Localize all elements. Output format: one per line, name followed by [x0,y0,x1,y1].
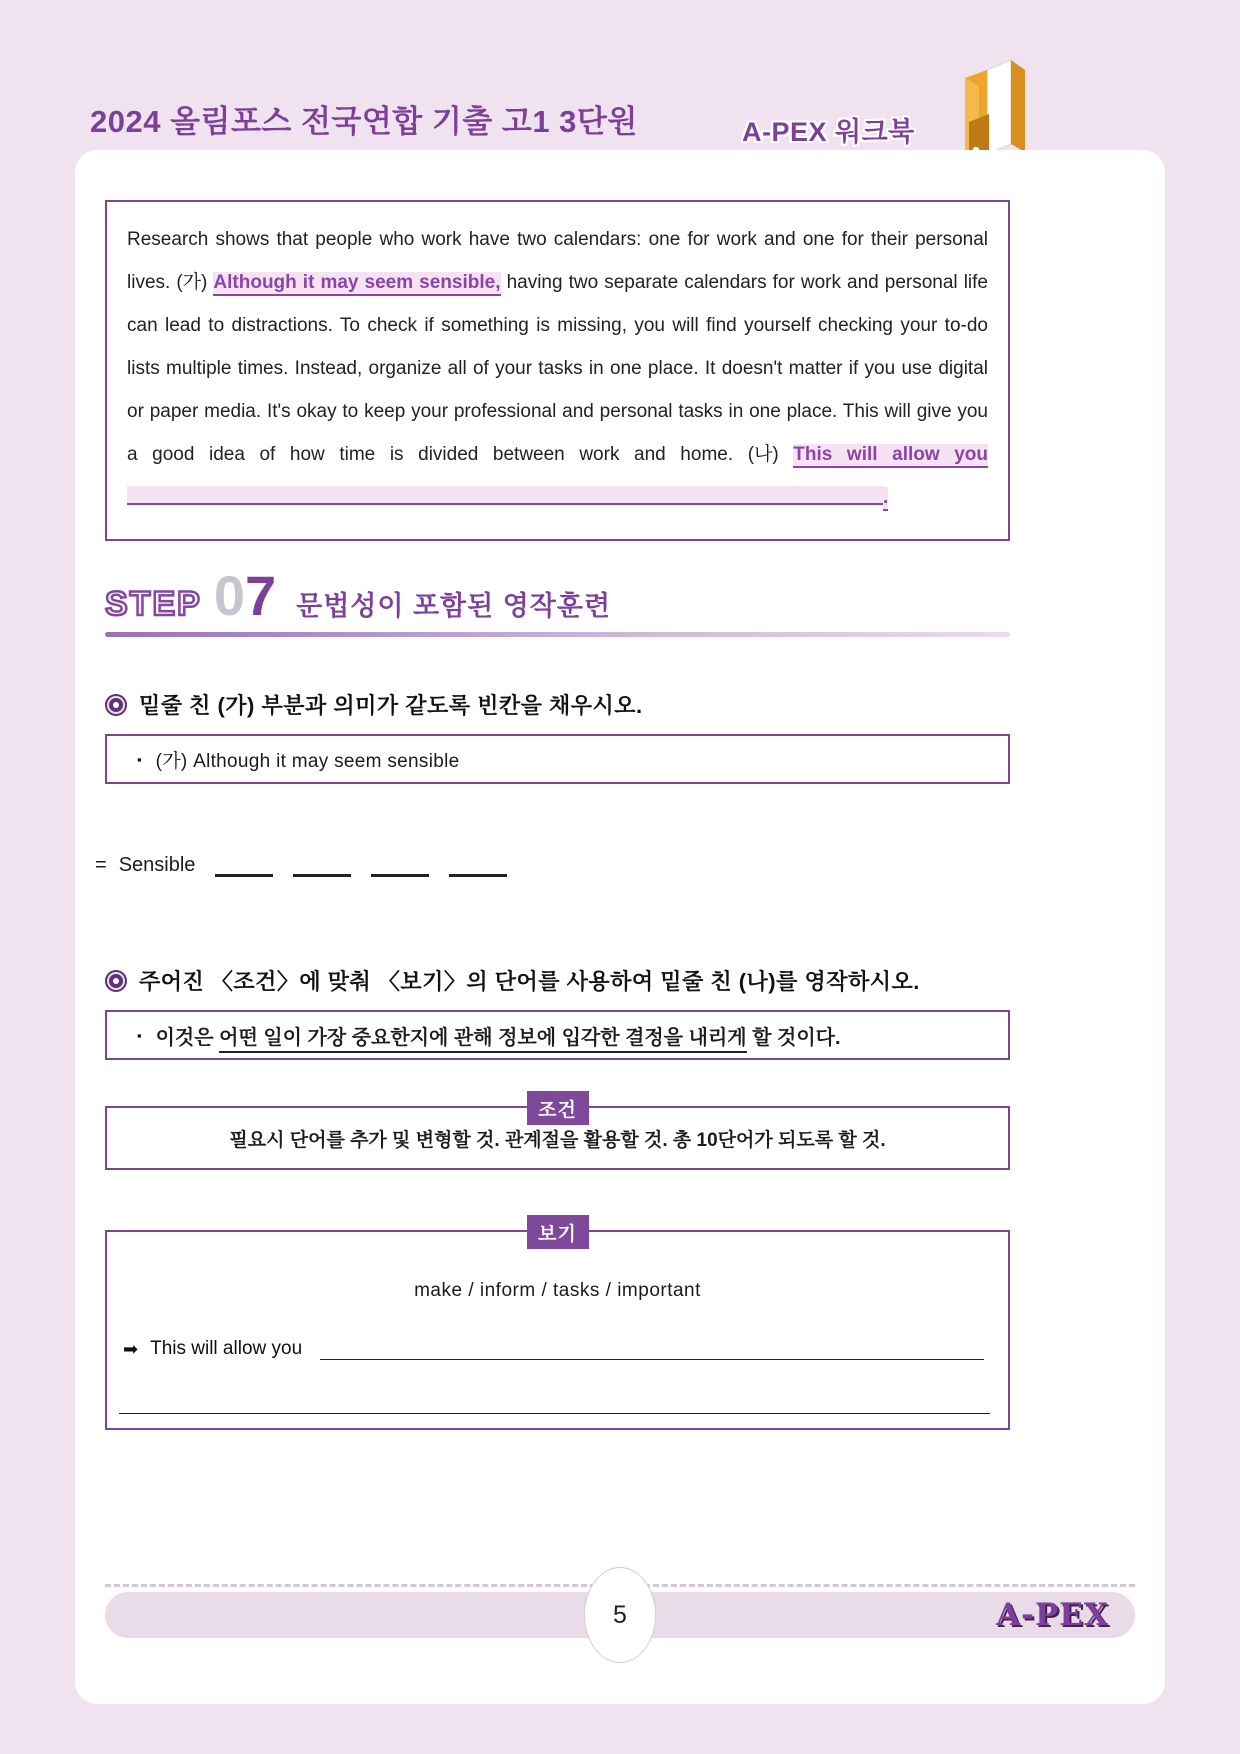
step-number-zero: 0 [213,564,245,627]
page-header [0,0,1240,150]
answer-blank-2 [293,861,351,877]
answer-blank-3 [371,861,429,877]
step-title: 문법성이 포함된 영작훈련 [296,591,612,621]
korean-underlined-part: 어떤 일이 가장 중요한지에 관해 정보에 입각한 결정을 내리게 [219,1027,746,1053]
square-bullet: ▪ [137,751,142,767]
worksheet-card [75,150,1165,1704]
step-heading [105,563,1010,628]
question2-answer-line [123,1338,984,1360]
equals-sign: = [95,854,107,876]
page-number: 5 [613,1600,627,1629]
page-number-badge [584,1567,656,1663]
apex-logo: A-PEX [996,1597,1109,1633]
wordbank-words: make / inform / tasks / important [414,1280,701,1301]
question1-source-text: (가) Although it may seem sensible [155,750,460,772]
passage-highlight-na: This will allow you [793,444,988,468]
wordbank-box [105,1223,1010,1430]
question-bullet-icon [105,970,127,992]
question2-korean-sentence [156,1021,841,1050]
answer-blank-long [320,1342,984,1360]
question1-prompt [105,689,1010,720]
answer-blank-4 [449,861,507,877]
square-bullet: ▪ [137,1027,142,1043]
question2-text: 주어진 〈조건〉에 맞춰 〈보기〉의 단어를 사용하여 밑줄 친 (나)를 영작하시오. [139,969,920,994]
footer-bar [105,1592,1135,1638]
answer-lead-word: Sensible [118,854,196,876]
arrow-icon: ➡ [123,1339,139,1359]
answer-blank-1 [215,861,273,877]
question1-source-box [105,734,1010,784]
question1-answer-line [95,854,1010,877]
worksheet-content [75,150,1010,1430]
step-number-seven: 7 [244,564,277,627]
question-bullet-icon [105,694,127,716]
korean-suffix: 할 것이다. [746,1026,841,1049]
passage-period: . [883,487,888,511]
wordbank-label-badge: 보기 [527,1215,589,1249]
answer-lead-phrase: This will allow you [150,1338,303,1359]
passage-highlight-ga: Although it may seem sensible, [213,272,500,296]
answer-blank-second-line [119,1413,990,1414]
step-underline-rule [105,632,1010,637]
condition-label-badge: 조건 [527,1091,589,1125]
question2-source-box [105,1010,1010,1060]
passage-blank-line [127,486,883,505]
passage-text-2: having two separate calendars for work and personal life can lead to distractions. To check if something is missing, you will find yourself checking your to-do lists multiple times. Instead, organize all of your tasks in one place. It doesn't matter if you use digital or paper media. It's okay to keep your professional and personal tasks in one place. This will give you a good idea of how time is divided between work and home. (나) [127,272,988,465]
question2-prompt [105,965,1010,996]
condition-box [105,1099,1010,1170]
page-footer [105,1584,1135,1638]
condition-text: 필요시 단어를 추가 및 변형할 것. 관계절을 활용할 것. 총 10단어가 되도록 할 것. [229,1129,886,1151]
korean-prefix: 이것은 [155,1026,220,1049]
brand-badge: A-PEX 워크북 [742,117,915,147]
question1-text: 밑줄 친 (가) 부분과 의미가 같도록 빈칸을 채우시오. [139,693,643,718]
passage-text-1: Research shows that people who work have two calendars: one for work and one for their personal lives. (가) [127,229,988,293]
page-title: 2024 올림포스 전국연합 기출 고1 3단원 [90,104,638,139]
reading-passage-box [105,200,1010,541]
step-label: STEP [105,585,202,623]
